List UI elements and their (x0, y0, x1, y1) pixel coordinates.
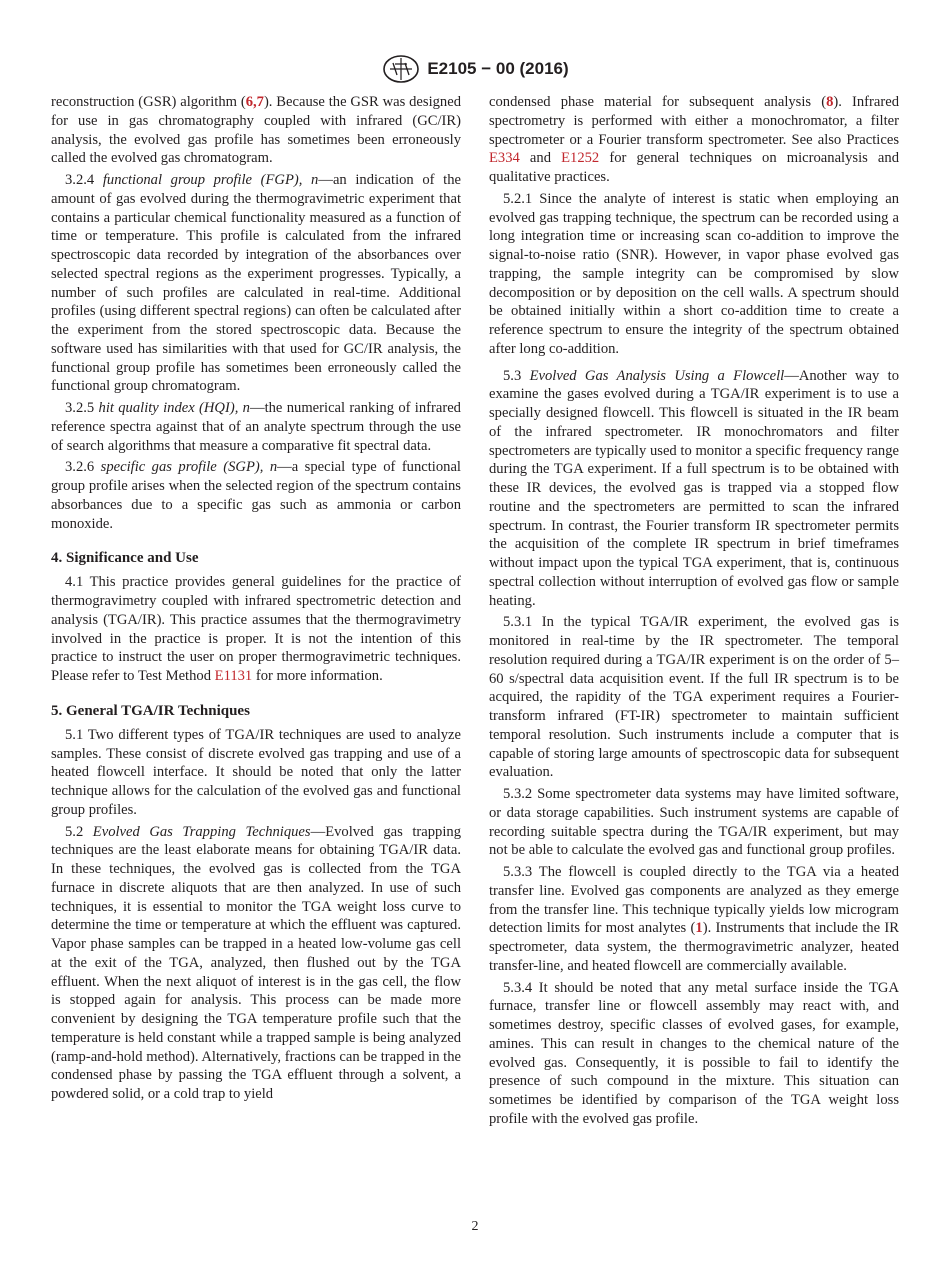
paragraph-5-2-1: 5.2.1 Since the analyte of interest is static when employing an evolved gas trapping technique, the spectrum can be recorded using a long integration time or increasing scan co-addition to improve the signal-to-noise ratio (SNR). However, in vapor phase evolved gas trapping, the sample integrity can be compromised by slow decomposition or by deposition on the cell walls. A spectrum should be obtained initially within a short co-addition time to create a reference spectrum to ensure the integrity of the spectrum obtained after long co-addition. (489, 190, 899, 357)
document-designation: E2105 − 00 (2016) (427, 59, 569, 78)
paragraph-5-3-4: 5.3.4 It should be noted that any metal surface inside the TGA furnace, transfer line or flowcell assembly may react with, and sometimes destroy, specific classes of evolved gases, for example, amines. This can result in changes to the chemical nature of the evolved gas. Consequently, it is possible to fail to identify the presence of such compound in the mixture. This situation can sometimes be identified by comparison of the TGA weight loss profile with the evolved gas profile. (489, 979, 899, 1127)
right-column (489, 93, 899, 1132)
paragraph-5-2-continuation: condensed phase material for subsequent analysis (8). Infrared spectrometry is performed with either a monochromator, a filter spectrometer or a Fourier transform spectrometer. See also Practices E334 and E1252 for general techniques on microanalysis and qualitative practices. (489, 94, 900, 185)
page-number: 2 (471, 1219, 479, 1234)
paragraph-3-2-4: 3.2.4 functional group profile (FGP), n—an indication of the amount of gas evolved during the thermogravimetric experiment that contains a particular chemical functionality measured as a function of time or temperature. This profile is calculated from the infrared spectroscopic data recorded by integration of the absorbances over selected spectral regions as the experiment progresses. Typically, a number of such profiles are calculated in real-time. Additional profiles (using different spectral regions) can often be calculated after the experiment from the stored spectroscopic data. Because the software used has similarities with that used for GC/IR analysis, the functional group profile has sometimes been erroneously called the functional group chromatogram. (51, 172, 461, 395)
paragraph-5-3: 5.3 Evolved Gas Analysis Using a Flowcell—Another way to examine the gases evolved during a TGA/IR experiment is to use a specially designed flowcell. This flowcell is situated in the IR beam of the infrared spectrometer. IR monochromators and filter spectrometers are typically used to monitor a specific frequency range during the TGA experiment. If a full spectrum is to be obtained with these IR devices, the evolved gas is trapped via a stopped flow routine and the spectrometers are permitted to scan the infrared spectrum. In contrast, the Fourier transform IR spectrometer permits the acquisition of the complete IR spectrum in brief timeframes without impact upon the typical TGA experiment, that is, continuous spectral collection without interruption of evolved gas flow or sample heating. (489, 367, 899, 609)
paragraph-5-1: 5.1 Two different types of TGA/IR techniques are used to analyze samples. These consist of discrete evolved gas trapping and use of a heated flowcell interface. It should be noted that only the latter technique allows for the calculation of the evolved gas and functional group profiles. (51, 726, 461, 818)
reference-link-1[interactable]: 1 (695, 920, 703, 937)
term-fgp: functional group profile (FGP), n (102, 172, 319, 188)
standard-link-e1131[interactable]: E1131 (214, 668, 253, 684)
paragraph-5-3-3: 5.3.3 The flowcell is coupled directly to the TGA via a heated transfer line. Evolved gas components are analyzed as they emerge from the transfer line. This technique typically yields low microgram detection limits for most analytes (1). Instruments that include the IR spectrometer, data system, the thermogravimetric analyzer, heated transfer-line, and heated flowcell are commercially available. (489, 864, 899, 974)
term-evolved-gas-trapping: Evolved Gas Trapping Techniques (92, 823, 311, 840)
paragraph-4-1: 4.1 This practice provides general guidelines for the practice of thermogravimetry coupled with infrared spectrometric detection and analysis (TGA/IR). This practice assumes that the thermogravimetry involved in the practice is proper. It is not the intention of this practice to instruct the user on proper thermogravimetric techniques. Please refer to Test Method E1131 for more information. (51, 574, 461, 684)
paragraph-5-3-1: 5.3.1 In the typical TGA/IR experiment, the evolved gas is monitored in real-time by the IR spectrometer. The temporal resolution required during a TGA/IR experiment is on the order of 5–60 s/spectral data acquisition event. If the full IR spectrum is to be acquired, the rapidity of the TGA experiment requires a Fourier-transform infrared (FT-IR) spectrometer to maintain sufficient temporal resolution. Such instruments include a computer that is capable of storing large amounts of spectroscopic data for subsequent evaluation. (489, 614, 899, 781)
reference-link-6[interactable]: 6 (245, 94, 253, 110)
reference-link-7[interactable]: 7 (256, 94, 264, 110)
left-column (51, 93, 461, 1107)
term-hqi: hit quality index (HQI), n (98, 400, 250, 416)
page-header (0, 54, 950, 84)
section-5-heading: 5. General TGA/IR Techniques (51, 702, 250, 719)
paragraph-3-2-6: 3.2.6 specific gas profile (SGP), n—a special type of functional group profile arises when the selected region of the spectrum contains absorbances due to a specific gas such as ammonia or carbon monoxide. (51, 459, 461, 532)
standard-link-e334[interactable]: E334 (489, 150, 520, 167)
paragraph-3-2-5: 3.2.5 hit quality index (HQI), n—the numerical ranking of infrared reference spectra against that of an analyte spectrum through the use of search algorithms that measure a comparative fit spectral data. (51, 400, 461, 454)
reference-link-8[interactable]: 8 (826, 94, 834, 110)
paragraph-5-2: 5.2 Evolved Gas Trapping Techniques—Evolved gas trapping techniques are the least elaborate means for obtaining TGA/IR data. In these techniques, the evolved gas is collected from the TGA furnace in discrete aliquots that are then analyzed. In use of such techniques, it is essential to monitor the TGA weight loss curve to determine the time or temperature at which the effluent was captured. Vapor phase samples can be trapped in a heated low-volume gas cell at the exit of the TGA, analyzed, then flushed out by the TGA effluent. When the next aliquot of interest is in the gas cell, the flow is stopped again for analysis. This process can be made more convenient by designing the TGA temperature profile such that the temperature is held constant while a trapped sample is being analyzed (ramp-and-hold method). Alternatively, fractions can be trapped in the condensed phase by passing the TGA effluent through a solvent, a powdered solid, or a cold trap to yield (51, 823, 461, 1102)
paragraph-5-3-2: 5.3.2 Some spectrometer data systems may have limited software, or data storage capabilities. Such instrument systems are capable of recording suitable spectra during the TGA/IR experiment, but may not be able to calculate the evolved gas and functional group profiles. (489, 786, 899, 859)
term-sgp: specific gas profile (SGP), n (100, 459, 278, 476)
section-4-heading: 4. Significance and Use (51, 550, 199, 567)
standard-link-e1252[interactable]: E1252 (561, 150, 600, 167)
term-flowcell: Evolved Gas Analysis Using a Flowcell (529, 367, 785, 384)
astm-logo-icon (381, 54, 421, 84)
paragraph-gsr-continuation: reconstruction (GSR) algorithm (6,7). Because the GSR was designed for use in gas chromatography coupled with infrared (GC/IR) analysis, the evolved gas profile has sometimes been erroneously called the evolved gas chromatogram. (51, 94, 461, 167)
